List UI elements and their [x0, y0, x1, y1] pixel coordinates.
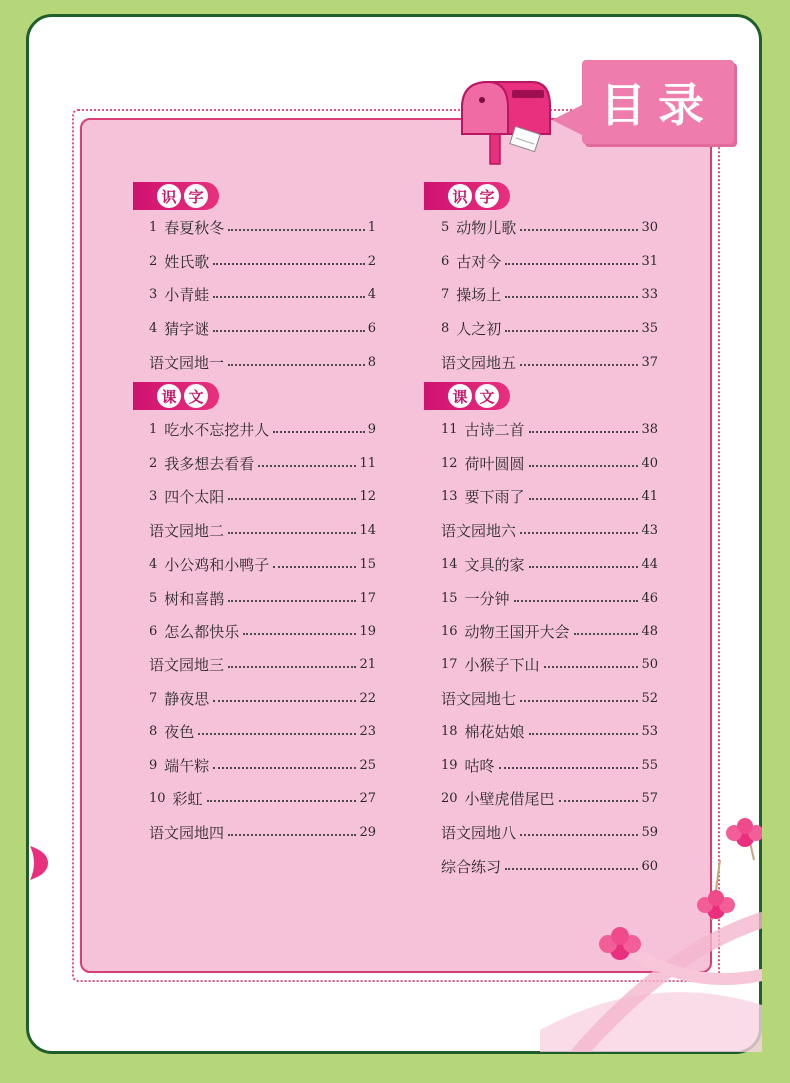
toc-entry[interactable]: 1 吃水不忘挖井人 9 — [149, 420, 376, 439]
toc-entry[interactable]: 18 棉花姑娘 53 — [441, 722, 658, 741]
toc-entry[interactable]: 3 小青蛙 4 — [149, 285, 376, 304]
toc-entry[interactable]: 语文园地七 52 — [441, 689, 658, 708]
section-tag-char: 识 — [157, 184, 181, 208]
toc-entry[interactable]: 8 夜色 23 — [149, 722, 376, 741]
toc-entry[interactable]: 5 动物儿歌 30 — [441, 218, 658, 237]
title-tail — [552, 104, 584, 136]
toc-entry[interactable]: 语文园地八 59 — [441, 823, 658, 842]
toc-entry[interactable]: 综合练习 60 — [441, 857, 658, 876]
toc-entry[interactable]: 2 姓氏歌 2 — [149, 252, 376, 271]
section-tag-kewen — [133, 382, 219, 410]
toc-entry[interactable]: 7 操场上 33 — [441, 285, 658, 304]
toc-entry[interactable]: 语文园地五 37 — [441, 353, 658, 372]
section-tag-char: 文 — [475, 384, 499, 408]
toc-entry[interactable]: 9 端午粽 25 — [149, 756, 376, 775]
section-tag-char: 课 — [157, 384, 181, 408]
toc-entry[interactable]: 5 树和喜鹊 17 — [149, 589, 376, 608]
toc-entry[interactable]: 19 咕咚 55 — [441, 756, 658, 775]
toc-entry[interactable]: 12 荷叶圆圆 40 — [441, 454, 658, 473]
section-tag-char: 识 — [448, 184, 472, 208]
section-tag-char: 字 — [475, 184, 499, 208]
toc-entry[interactable]: 8 人之初 35 — [441, 319, 658, 338]
section-tag-shizi — [424, 182, 510, 210]
toc-entry[interactable]: 语文园地四 29 — [149, 823, 376, 842]
section-tag-kewen — [424, 382, 510, 410]
toc-entry[interactable]: 13 要下雨了 41 — [441, 487, 658, 506]
toc-entry[interactable]: 10 彩虹 27 — [149, 789, 376, 808]
toc-entry[interactable]: 1 春夏秋冬 1 — [149, 218, 376, 237]
toc-entry[interactable]: 4 小公鸡和小鸭子 15 — [149, 555, 376, 574]
section-tag-char: 文 — [184, 384, 208, 408]
toc-entry[interactable]: 6 古对今 31 — [441, 252, 658, 271]
toc-entry[interactable]: 16 动物王国开大会 48 — [441, 622, 658, 641]
toc-entry[interactable]: 语文园地二 14 — [149, 521, 376, 540]
toc-entry[interactable]: 2 我多想去看看 11 — [149, 454, 376, 473]
toc-entry[interactable]: 11 古诗二首 38 — [441, 420, 658, 439]
section-tag-char: 课 — [448, 384, 472, 408]
toc-entry[interactable]: 4 猜字谜 6 — [149, 319, 376, 338]
flower-icon — [30, 842, 50, 884]
mailbox-icon — [452, 72, 556, 168]
toc-entry[interactable]: 语文园地三 21 — [149, 655, 376, 674]
page-title: 目录 — [582, 60, 734, 144]
toc-entry[interactable]: 3 四个太阳 12 — [149, 487, 376, 506]
toc-entry[interactable]: 6 怎么都快乐 19 — [149, 622, 376, 641]
toc-entry[interactable]: 14 文具的家 44 — [441, 555, 658, 574]
section-tag-shizi — [133, 182, 219, 210]
toc-entry[interactable]: 语文园地六 43 — [441, 521, 658, 540]
toc-entry[interactable]: 7 静夜思 22 — [149, 689, 376, 708]
toc-entry[interactable]: 15 一分钟 46 — [441, 589, 658, 608]
toc-entry[interactable]: 语文园地一 8 — [149, 353, 376, 372]
section-tag-char: 字 — [184, 184, 208, 208]
toc-entry[interactable]: 20 小壁虎借尾巴 57 — [441, 789, 658, 808]
toc-entry[interactable]: 17 小猴子下山 50 — [441, 655, 658, 674]
